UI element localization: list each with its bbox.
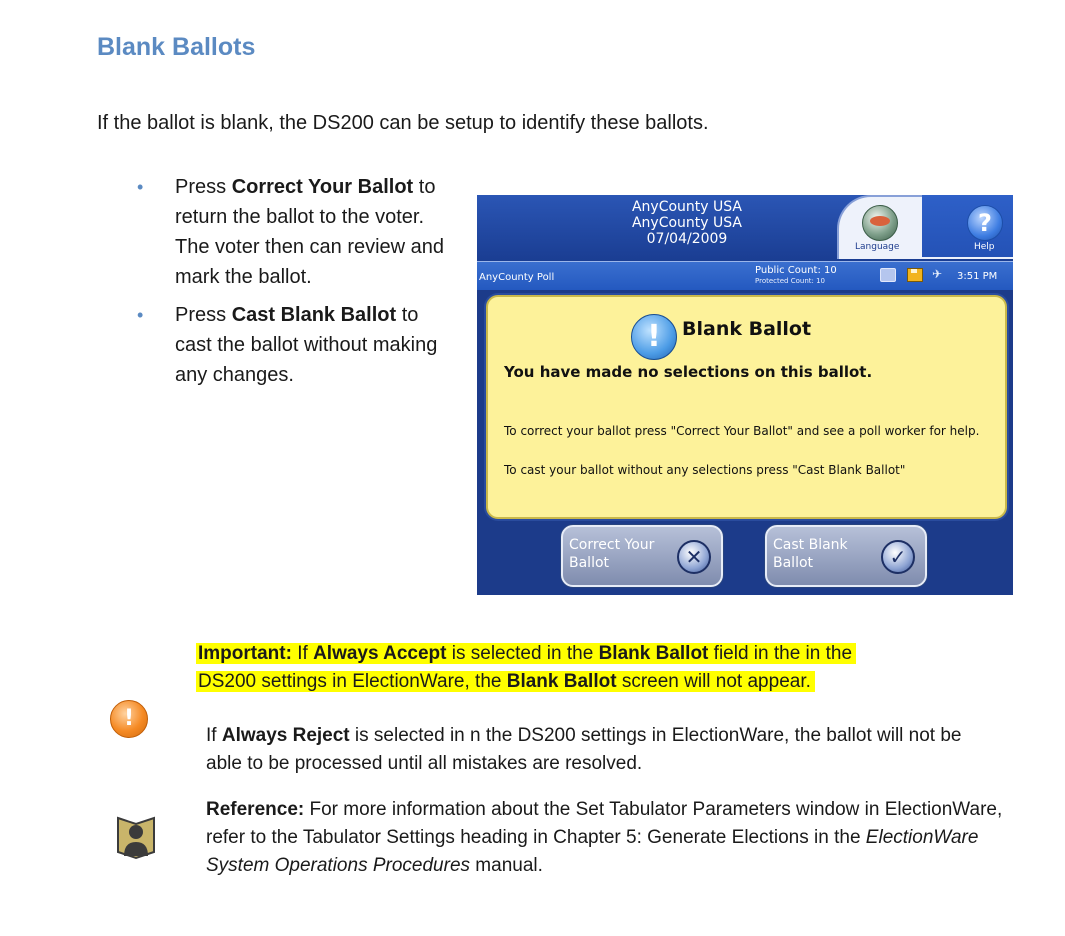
important-label: Important: <box>198 643 292 664</box>
page-heading: Blank Ballots <box>97 33 256 61</box>
dialog-title: Blank Ballot <box>682 318 812 340</box>
ds200-screen <box>477 195 1013 595</box>
correct-your-ballot-button[interactable] <box>561 525 723 587</box>
intro-text: If the ballot is blank, the DS200 can be setup to identify these ballots. <box>97 112 709 134</box>
language-icon[interactable] <box>862 205 898 241</box>
list-item <box>135 300 455 390</box>
note-bold-text: Blank Ballot <box>506 671 617 692</box>
note-text: If <box>206 725 222 746</box>
note-bold-text: Always Reject <box>221 725 350 746</box>
bullet-text: Press <box>175 304 232 326</box>
language-label[interactable]: Language <box>855 242 900 252</box>
bullet-bold-text: Cast Blank Ballot <box>231 304 397 326</box>
printer-icon <box>880 268 896 282</box>
bullet-icon: • <box>137 305 144 325</box>
important-note <box>198 640 946 696</box>
poll-name: AnyCounty Poll <box>479 272 555 283</box>
dialog-subtitle: You have made no selections on this ballot. <box>504 363 873 381</box>
note-bold-text: Blank Ballot <box>598 643 709 664</box>
caution-icon: ! <box>110 700 148 738</box>
close-icon: ✕ <box>677 540 711 574</box>
cast-blank-ballot-button[interactable] <box>765 525 927 587</box>
exclamation-icon: ! <box>631 314 677 360</box>
bullet-text: to return the ballot to the voter. The voter then can review and mark the ballot. <box>175 176 445 288</box>
reference-note <box>206 796 1006 880</box>
checkmark-icon: ✓ <box>881 540 915 574</box>
bullet-text: to cast the ballot without making any changes. <box>175 304 438 386</box>
dialog-cast-instruction: To cast your ballot without any selections press "Cast Blank Ballot" <box>504 463 906 477</box>
protected-count: Protected Count: 10 <box>755 277 826 285</box>
dialog-correct-instruction: To correct your ballot press "Correct Your Ballot" and see a poll worker for help. <box>504 424 980 438</box>
public-count: Public Count: 10 <box>755 265 837 276</box>
status-bar <box>477 261 1013 290</box>
blank-ballot-dialog <box>486 295 1007 519</box>
button-label: Correct Your Ballot <box>569 537 655 571</box>
note-text: screen will not appear. <box>616 671 811 692</box>
instruction-list <box>135 172 455 398</box>
note-text: field in the in the <box>708 643 853 664</box>
header-date: 07/04/2009 <box>646 231 728 247</box>
note-text: For more information about the Set Tabulator Parameters window in ElectionWare, refer to the Tabulator Settings heading in Chapter 5: Generate Elections in the <box>206 799 1003 848</box>
bullet-icon: • <box>137 177 144 197</box>
bullet-bold-text: Correct Your Ballot <box>231 176 414 198</box>
button-label: Cast Blank Ballot <box>773 537 848 571</box>
note-text: is selected in n the DS200 settings in ElectionWare, the ballot will not be able to be processed until all mistakes are resolved. <box>206 725 962 774</box>
manual-title: ElectionWare System Operations Procedures <box>206 827 979 876</box>
header-county-1: AnyCounty USA <box>631 199 743 215</box>
header-county-2: AnyCounty USA <box>631 215 743 231</box>
reference-label: Reference: <box>206 799 305 820</box>
reference-book-icon <box>116 812 156 860</box>
bullet-text: Press <box>175 176 232 198</box>
reject-note <box>206 722 986 778</box>
note-text: DS200 settings in ElectionWare, the <box>198 671 507 692</box>
highlighted-line <box>196 643 856 664</box>
note-text: is selected in the <box>446 643 599 664</box>
power-plug-icon: ✈ <box>932 267 943 281</box>
help-label[interactable]: Help <box>974 242 995 252</box>
clock: 3:51 PM <box>957 271 998 282</box>
note-bold-text: Always Accept <box>313 643 447 664</box>
note-text: If <box>291 643 314 664</box>
language-icon-detail <box>870 216 890 226</box>
save-icon <box>907 268 923 282</box>
note-text: manual. <box>470 855 543 876</box>
highlighted-line <box>196 671 815 692</box>
list-item <box>135 172 455 292</box>
help-icon[interactable]: ? <box>967 205 1003 241</box>
